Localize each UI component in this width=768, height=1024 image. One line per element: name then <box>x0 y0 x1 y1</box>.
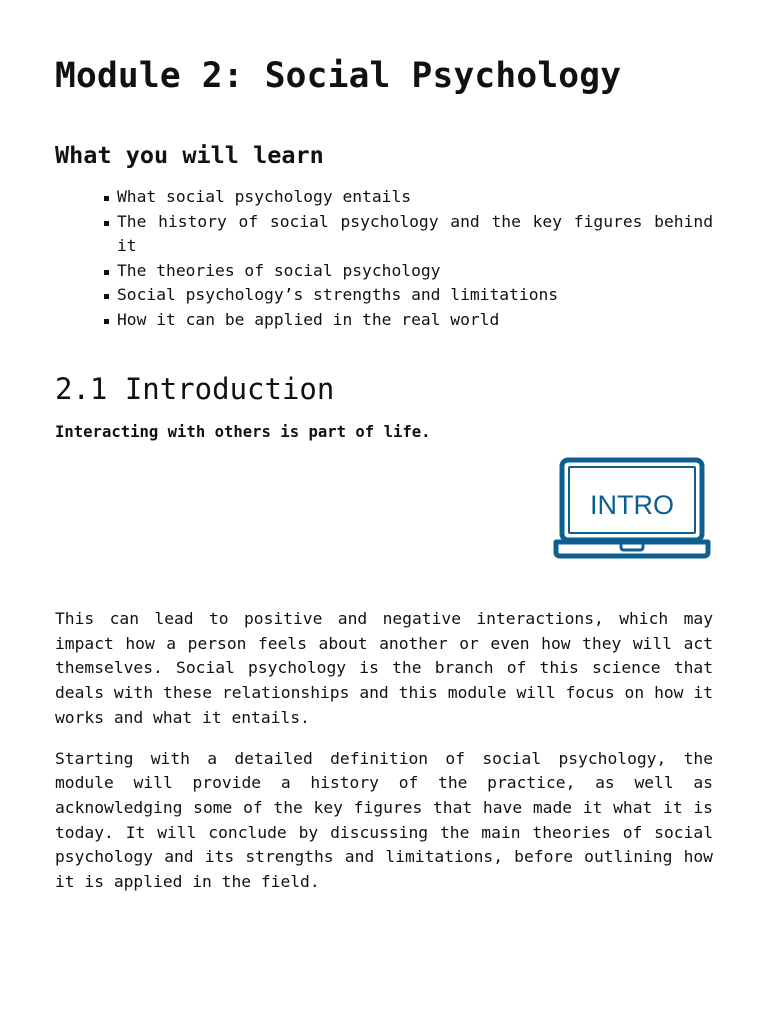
list-item: Social psychology’s strengths and limitations <box>55 283 713 308</box>
list-item: The history of social psychology and the key figures behind it <box>55 210 713 259</box>
page-title: Module 2: Social Psychology <box>55 56 622 96</box>
section-heading: 2.1 Introduction <box>55 372 335 406</box>
laptop-screen-text: INTRO <box>590 490 674 520</box>
laptop-icon <box>553 457 711 561</box>
list-item: What social psychology entails <box>55 185 713 210</box>
lead-sentence: Interacting with others is part of life. <box>55 423 431 441</box>
learn-heading: What you will learn <box>55 141 324 169</box>
list-item: How it can be applied in the real world <box>55 308 713 333</box>
paragraph: This can lead to positive and negative interactions, which may impact how a person feels about another or even how they will act themselves. Social psychology is the branch of this science that deals with these relationships and this module will focus on how it works and what it entails. <box>55 609 713 727</box>
paragraph: Starting with a detailed definition of social psychology, the module will provide a history of the practice, as well as acknowledging some of the key figures that have made it what it is today. It will conclude by discussing the main theories of social psychology and its strengths and limitations, before outlining how it is applied in the field. <box>55 748 713 892</box>
body-text <box>55 607 713 911</box>
learning-objectives-list <box>55 185 713 333</box>
list-item: The theories of social psychology <box>55 259 713 284</box>
